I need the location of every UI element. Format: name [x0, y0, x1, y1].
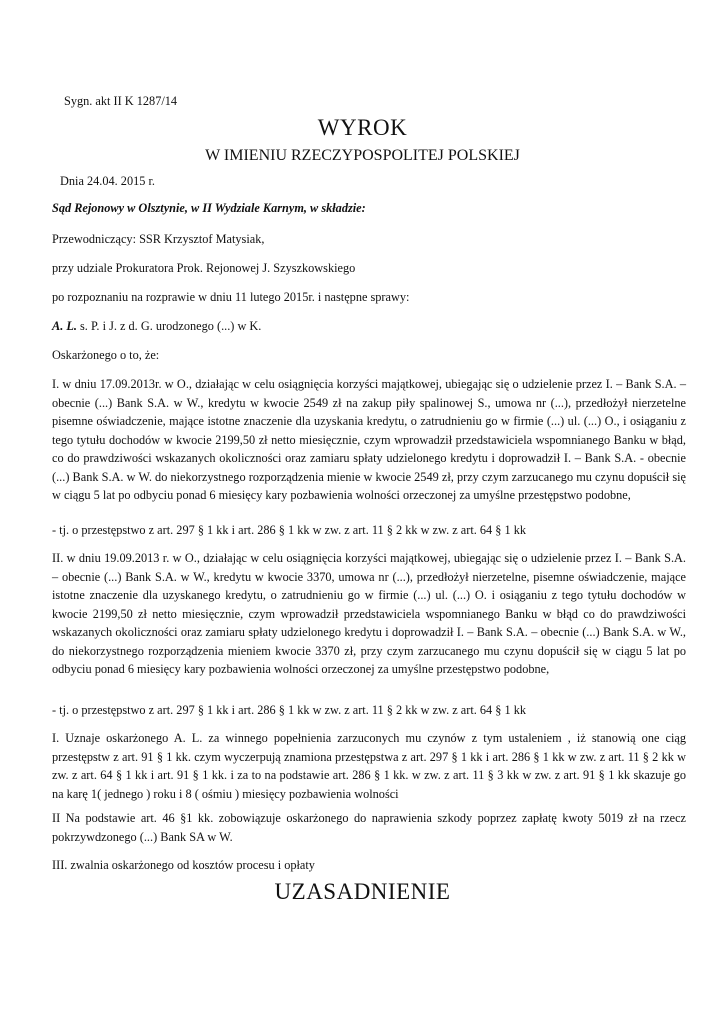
accused-details: s. P. i J. z d. G. urodzonego (...) w K.	[80, 319, 262, 333]
accused-intro: Oskarżonego o to, że:	[52, 348, 160, 362]
charge-2-legal-basis: - tj. o przestępstwo z art. 297 § 1 kk i art. 286 § 1 kk w zw. z art. 11 § 2 kk w zw. z art. 64 § 1 kk	[52, 703, 527, 717]
accused-name: A. L.	[52, 319, 77, 333]
case-signature: Sygn. akt II K 1287/14	[64, 94, 178, 108]
charge-2: II. w dniu 19.09.2013 r. w O., działając w celu osiągnięcia korzyści majątkowej, ubiegając się o udzielenie przez I. – Bank S.A. – obecnie (...) Bank S.A. w W., kredytu w kwocie 3370, umowa nr (...), przedłożył nierzetelne, pisemne oświadczenie, mające istotne znaczenie dla uzyskanego kredytu, o zatrudnieniu go w firmie (...) ul. (...) O. i osiąganiu z tego tytułu dochodów w kwocie 2199,50 zł netto miesięcznie, czym wprowadził przedstawiciela wspomnianego Banku w błąd co do prawdziwości wskazanych okoliczności oraz zamiaru spłaty udzielonego kredytu i doprowadził I. – Bank S.A. – obecnie (...) Bank S.A. w W., do niekorzystnego rozporządzenia mieniem kwocie 3370 zł, przy czym zarzucanego mu czynu dopuścił się w ciągu 5 lat po odbyciu ponad 6 miesięcy kary pozbawienia wolności orzeczonej za umyślne przestępstwo podobne,	[52, 551, 686, 676]
prosecutor-participation: przy udziale Prokuratora Prok. Rejonowej J. Szyszkowskiego	[52, 261, 356, 275]
document-title: WYROK	[317, 115, 408, 140]
charge-1: I. w dniu 17.09.2013r. w O., działając w celu osiągnięcia korzyści majątkowej, ubiegając się o udzielenie przez I. – Bank S.A. – obecnie (...) Bank S.A. w W., kredytu w kwocie 2549 zł na zakup piły spalinowej S., umowa nr (...), przedłożył nierzetelne pisemne oświadczenie, mające istotne znaczenie dla uzyskania kredytu, o zatrudnieniu go w firmie (...) ul. (...) O., i osiąganiu z tego tytułu dochodów w kwocie 2199,50 zł netto miesięcznie, czym wprowadził przedstawiciela wspomnianego Banku w błąd, co do prawdziwości wskazanych okoliczności oraz zamiaru spłaty udzielonego kredytu i doprowadził I. – Bank S.A. - obecnie (...) Bank S.A. w W. do niekorzystnego rozporządzenia mienie w kwocie 2549 zł, przy czym zarzucanego mu czynu dopuścił się w ciągu 5 lat po odbyciu ponad 6 miesięcy kary pozbawienia wolności orzeczonej za umyślne przestępstwo podobne,	[52, 377, 686, 502]
judgment-date: Dnia 24.04. 2015 r.	[60, 174, 155, 188]
charge-1-legal-basis: - tj. o przestępstwo z art. 297 § 1 kk i art. 286 § 1 kk w zw. z art. 11 § 2 kk w zw. z art. 64 § 1 kk	[52, 523, 527, 537]
presiding-judge: Przewodniczący: SSR Krzysztof Matysiak,	[52, 232, 265, 246]
ruling-1: I. Uznaje oskarżonego A. L. za winnego popełnienia zarzuconych mu czynów z tym ustaleniem , iż stanowią one ciąg przestępstw z art. 91 § 1 kk. czym wyczerpują znamiona przestępstwa z art. 297 § 1 kk i art. 286 § 1 kk w zw. z art. 11 § 2 kk w zw. z art. 64 § 1 kk i art. 91 § 1 kk. i za to na podstawie art. 286 § 1 kk. w zw. z art. 11 § 3 kk w zw. z art. 91 § 1 kk skazuje go na karę 1( jednego ) roku i 8 ( ośmiu ) miesięcy pozbawienia wolności	[52, 731, 686, 801]
court-composition: Sąd Rejonowy w Olsztynie, w II Wydziale Karnym, w składzie:	[52, 201, 366, 215]
hearing-info: po rozpoznaniu na rozprawie w dniu 11 lutego 2015r. i następne sprawy:	[52, 290, 410, 304]
accused-line	[52, 317, 686, 336]
ruling-3: III. zwalnia oskarżonego od kosztów procesu i opłaty	[52, 858, 315, 872]
justification-title: UZASADNIENIE	[274, 879, 451, 904]
document-subtitle: W IMIENIU RZECZYPOSPOLITEJ POLSKIEJ	[205, 147, 520, 164]
ruling-2: II Na podstawie art. 46 §1 kk. zobowiązuje oskarżonego do naprawienia szkody poprzez zapłatę kwoty 5019 zł na rzecz pokrzywdzonego (...) Bank SA w W.	[52, 811, 686, 844]
